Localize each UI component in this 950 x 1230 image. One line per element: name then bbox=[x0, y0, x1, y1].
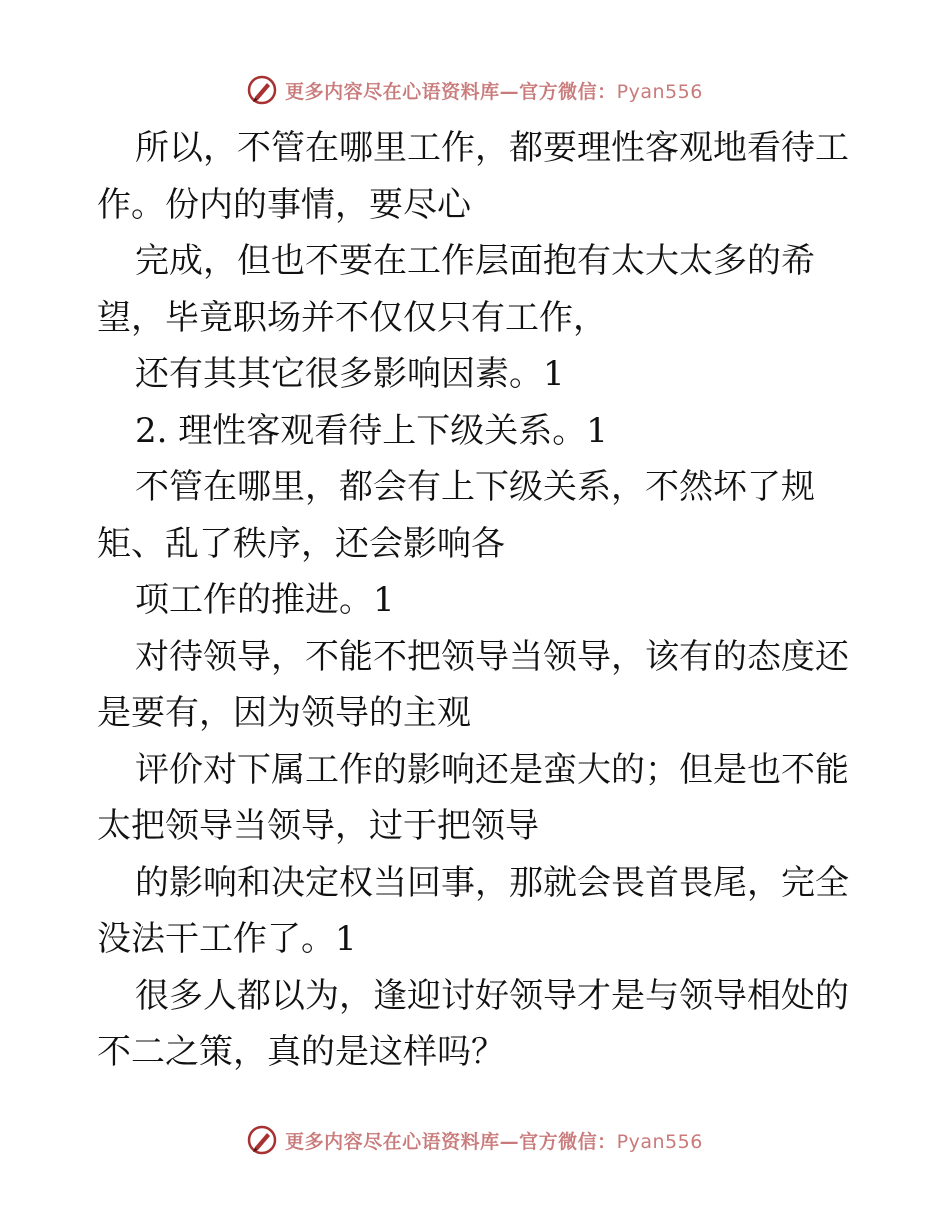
banner-wechat-id: Pyan556 bbox=[616, 1130, 703, 1153]
paragraph: 很多人都以为，逢迎讨好领导才是与领导相处的不二之策，真的是这样吗？ bbox=[97, 975, 849, 1072]
pen-logo-icon bbox=[247, 1125, 277, 1155]
footer-banner bbox=[0, 1120, 950, 1160]
banner-text-cn: 更多内容尽在心语资料库—官方微信： bbox=[285, 80, 617, 103]
paragraph: 不管在哪里，都会有上下级关系，不然坏了规矩、乱了秩序，还会影响各 bbox=[97, 467, 815, 564]
paragraph: 对待领导，不能不把领导当领导，该有的态度还是要有，因为领导的主观 bbox=[97, 636, 849, 733]
paragraph: 完成，但也不要在工作层面抱有太大太多的希望，毕竟职场并不仅仅只有工作， bbox=[97, 241, 815, 338]
paragraph: 的影响和决定权当回事，那就会畏首畏尾，完全没法干工作了。1 bbox=[97, 862, 849, 959]
paragraph: 所以，不管在哪里工作，都要理性客观地看待工作。份内的事情，要尽心 bbox=[97, 128, 849, 225]
paragraph: 评价对下属工作的影响还是蛮大的；但是也不能太把领导当领导，过于把领导 bbox=[97, 749, 849, 846]
paragraph: 还有其其它很多影响因素。1 bbox=[135, 354, 565, 394]
banner-wechat-id: Pyan556 bbox=[616, 80, 703, 103]
header-banner bbox=[0, 70, 950, 110]
header-banner-text bbox=[285, 77, 703, 104]
pen-logo-icon bbox=[247, 75, 277, 105]
paragraph: 项工作的推进。1 bbox=[135, 580, 395, 620]
banner-text-cn: 更多内容尽在心语资料库—官方微信： bbox=[285, 1130, 617, 1153]
document-body bbox=[97, 120, 857, 1081]
section-heading: 2. 理性客观看待上下级关系。1 bbox=[135, 410, 608, 451]
footer-banner-text bbox=[285, 1127, 703, 1154]
